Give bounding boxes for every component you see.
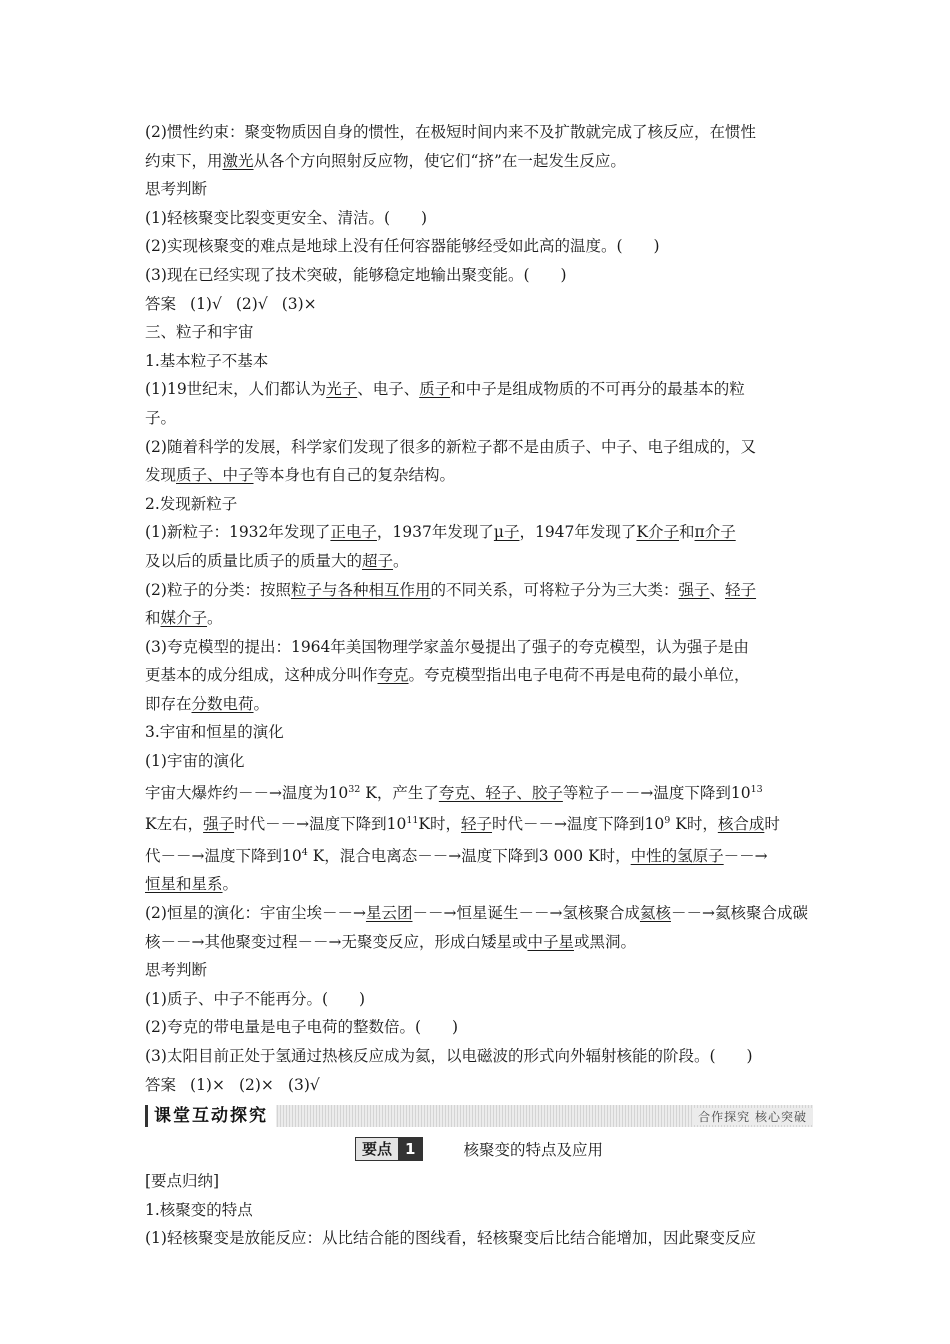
paragraph-inertial-line2 bbox=[145, 147, 813, 176]
text-line bbox=[145, 547, 813, 576]
answer-underline: 夸克 bbox=[377, 666, 409, 685]
text: (1)19世纪末，人们都认为 bbox=[145, 380, 327, 399]
think-heading: 思考判断 bbox=[145, 180, 208, 199]
answer-underline: 强子 bbox=[203, 815, 235, 834]
think-question-3: (3)太阳目前正处于氢通过热核反应成为氦，以电磁波的形式向外辐射核能的阶段。( ) bbox=[145, 1047, 753, 1065]
answer-underline: 核合成 bbox=[717, 815, 765, 834]
text: 核－－→其他聚变过程－－→无聚变反应，形成白矮星或 bbox=[145, 932, 528, 951]
text-line bbox=[145, 375, 813, 404]
answer-underline: 轻子 bbox=[461, 815, 493, 834]
keypoint-title: 核聚变的特点及应用 bbox=[463, 1141, 603, 1160]
answer-line bbox=[145, 1071, 813, 1100]
answer-item: (3)√ bbox=[287, 1075, 320, 1094]
think-question-2: (2)实现核聚变的难点是地球上没有任何容器能够经受如此高的温度。( ) bbox=[145, 237, 660, 256]
text-line bbox=[145, 461, 813, 490]
answer-item: (2)× bbox=[238, 1075, 274, 1094]
section-heading: 三、粒子和宇宙 bbox=[145, 323, 254, 342]
text: 。 bbox=[207, 609, 223, 628]
subsection-heading: 1.核聚变的特点 bbox=[145, 1200, 253, 1219]
text: 代－－→温度下降到10 bbox=[145, 846, 302, 865]
summary-heading: [要点归纳] bbox=[145, 1172, 220, 1191]
text: －－→恒星诞生－－→氢核聚合成 bbox=[412, 904, 640, 923]
paragraph-inertial-line1 bbox=[145, 118, 813, 147]
text: 时代－－→温度下降到10 bbox=[234, 815, 407, 834]
exponent: 9 bbox=[664, 815, 671, 827]
text-line bbox=[145, 776, 813, 808]
text-line bbox=[145, 928, 813, 957]
subsection-heading: 3.宇宙和恒星的演化 bbox=[145, 723, 284, 742]
text-line bbox=[145, 807, 813, 839]
exponent: 11 bbox=[406, 815, 419, 827]
text-line: 子。 bbox=[145, 408, 177, 427]
text: 和 bbox=[145, 609, 161, 628]
text-line: (3)夸克模型的提出：1964年美国物理学家盖尔曼提出了强子的夸克模型，认为强子是由 bbox=[145, 637, 749, 656]
text: K，混合电离态－－→温度下降到3 000 K时， bbox=[312, 846, 631, 865]
text: 或黑洞。 bbox=[574, 932, 637, 951]
keypoint-label: 要点 bbox=[356, 1138, 398, 1160]
keypoint-number: 1 bbox=[398, 1138, 422, 1160]
sub-heading: (1)宇宙的演化 bbox=[145, 752, 245, 771]
answer-underline: 媒介子 bbox=[160, 609, 208, 628]
text: 和 bbox=[679, 523, 695, 542]
answer-line bbox=[145, 290, 813, 319]
text: －－→氦核聚合成碳 bbox=[670, 904, 808, 923]
text: 宇宙大爆炸约－－→温度为10 bbox=[145, 783, 349, 802]
answer-underline: 分数电荷 bbox=[191, 694, 254, 713]
answer-underline: 强子 bbox=[678, 580, 710, 599]
text: K时， bbox=[675, 815, 718, 834]
text-line bbox=[145, 661, 813, 690]
text-line: (1)轻核聚变是放能反应：从比结合能的图线看，轻核聚变后比结合能增加，因此聚变反应 bbox=[145, 1229, 756, 1248]
answer-underline: 中子星 bbox=[527, 932, 574, 951]
text: 及以后的质量比质子的质量大的 bbox=[145, 551, 363, 570]
text: (1)新粒子：1932年发现了 bbox=[145, 523, 331, 542]
keypoint-header bbox=[145, 1137, 813, 1161]
text-line bbox=[145, 899, 813, 928]
text: (2)粒子的分类：按照 bbox=[145, 580, 291, 599]
answer-underline: 光子 bbox=[326, 380, 358, 399]
text: 约束下，用 bbox=[145, 151, 223, 170]
answer-underline: 氦核 bbox=[639, 904, 671, 923]
text-line bbox=[145, 576, 813, 605]
think-question-1: (1)质子、中子不能再分。( ) bbox=[145, 989, 366, 1008]
answer-underline: 超子 bbox=[362, 551, 394, 570]
text: 时 bbox=[764, 815, 780, 834]
text: 、 bbox=[709, 580, 726, 599]
subsection-heading: 2.发现新粒子 bbox=[145, 494, 238, 513]
exponent: 13 bbox=[750, 783, 763, 795]
text-line bbox=[145, 870, 813, 899]
text: ，1947年发现了 bbox=[519, 523, 637, 542]
think-heading: 思考判断 bbox=[145, 961, 208, 980]
text: (2)恒星的演化：宇宙尘埃－－→ bbox=[145, 904, 366, 923]
banner-title: 课堂互动探究 bbox=[145, 1105, 276, 1127]
text: 和中子是组成物质的不可再分的最基本的粒 bbox=[450, 380, 745, 399]
answer-label: 答案 bbox=[145, 1075, 177, 1094]
text-line bbox=[145, 518, 813, 547]
answer-underline: 恒星和星系 bbox=[145, 875, 223, 894]
text: 。 bbox=[222, 875, 239, 894]
answer-underline: 轻子 bbox=[725, 580, 757, 599]
answer-underline: 星云团 bbox=[365, 904, 413, 923]
answer-underline: 粒子与各种相互作用 bbox=[290, 580, 431, 599]
answer-underline: 正电子 bbox=[330, 523, 377, 542]
exponent: 4 bbox=[301, 846, 308, 858]
section-banner bbox=[145, 1105, 813, 1127]
page-content bbox=[145, 118, 813, 1253]
text-line bbox=[145, 690, 813, 719]
text: 。夸克模型指出电子电荷不再是电荷的最小单位， bbox=[408, 666, 750, 685]
text-line: (2)随着科学的发展，科学家们发现了很多的新粒子都不是由质子、中子、电子组成的，又 bbox=[145, 437, 756, 456]
text: 的不同关系，可将粒子分为三大类： bbox=[430, 580, 679, 599]
text: 更基本的成分组成，这种成分叫作 bbox=[145, 666, 378, 685]
think-question-3: (3)现在已经实现了技术突破，能够稳定地输出聚变能。( ) bbox=[145, 265, 567, 284]
text: 、电子、 bbox=[357, 380, 420, 399]
answer-underline: 中性的氢原子 bbox=[630, 846, 724, 865]
think-question-1: (1)轻核聚变比裂变更安全、清洁。( ) bbox=[145, 208, 428, 227]
text-line bbox=[145, 839, 813, 871]
answer-label: 答案 bbox=[145, 294, 177, 313]
text: K时， bbox=[418, 815, 462, 834]
text: 等粒子－－→温度下降到10 bbox=[562, 783, 751, 802]
think-question-2: (2)夸克的带电量是电子电荷的整数倍。( ) bbox=[145, 1018, 459, 1037]
text: 从各个方向照射反应物，使它们“挤”在一起发生反应。 bbox=[253, 151, 626, 170]
exponent: 32 bbox=[348, 783, 361, 795]
text: (2)惯性约束：聚变物质因自身的惯性，在极短时间内来不及扩散就完成了核反应，在惯性 bbox=[145, 123, 756, 141]
answer-underline: 质子、中子 bbox=[176, 466, 254, 485]
text: －－→ bbox=[723, 846, 768, 865]
text: 时代－－→温度下降到10 bbox=[492, 815, 665, 834]
answer-item: (3)× bbox=[281, 294, 317, 313]
answer-item: (2)√ bbox=[235, 294, 268, 313]
answer-item: (1)× bbox=[190, 1075, 225, 1094]
text: 。 bbox=[253, 694, 270, 713]
answer-underline: π介子 bbox=[694, 523, 736, 542]
text: 等本身也有自己的复杂结构。 bbox=[253, 466, 456, 485]
banner-subtitle: 合作探究 核心突破 bbox=[692, 1108, 813, 1125]
answer-item: (1)√ bbox=[190, 294, 222, 313]
answer-underline: K介子 bbox=[636, 523, 679, 542]
text: 。 bbox=[393, 551, 409, 570]
answer-underline: 激光 bbox=[222, 151, 254, 170]
text: K左右， bbox=[145, 815, 204, 834]
text: K，产生了 bbox=[365, 783, 439, 802]
keypoint-badge bbox=[355, 1137, 423, 1161]
answer-underline: μ子 bbox=[493, 523, 520, 542]
text-line bbox=[145, 604, 813, 633]
text: ，1937年发现了 bbox=[376, 523, 494, 542]
answer-underline: 夸克、轻子、胶子 bbox=[438, 783, 563, 802]
answer-underline: 质子 bbox=[419, 380, 451, 399]
text: 发现 bbox=[145, 466, 177, 485]
subsection-heading: 1.基本粒子不基本 bbox=[145, 351, 269, 370]
text: 即存在 bbox=[145, 694, 192, 713]
